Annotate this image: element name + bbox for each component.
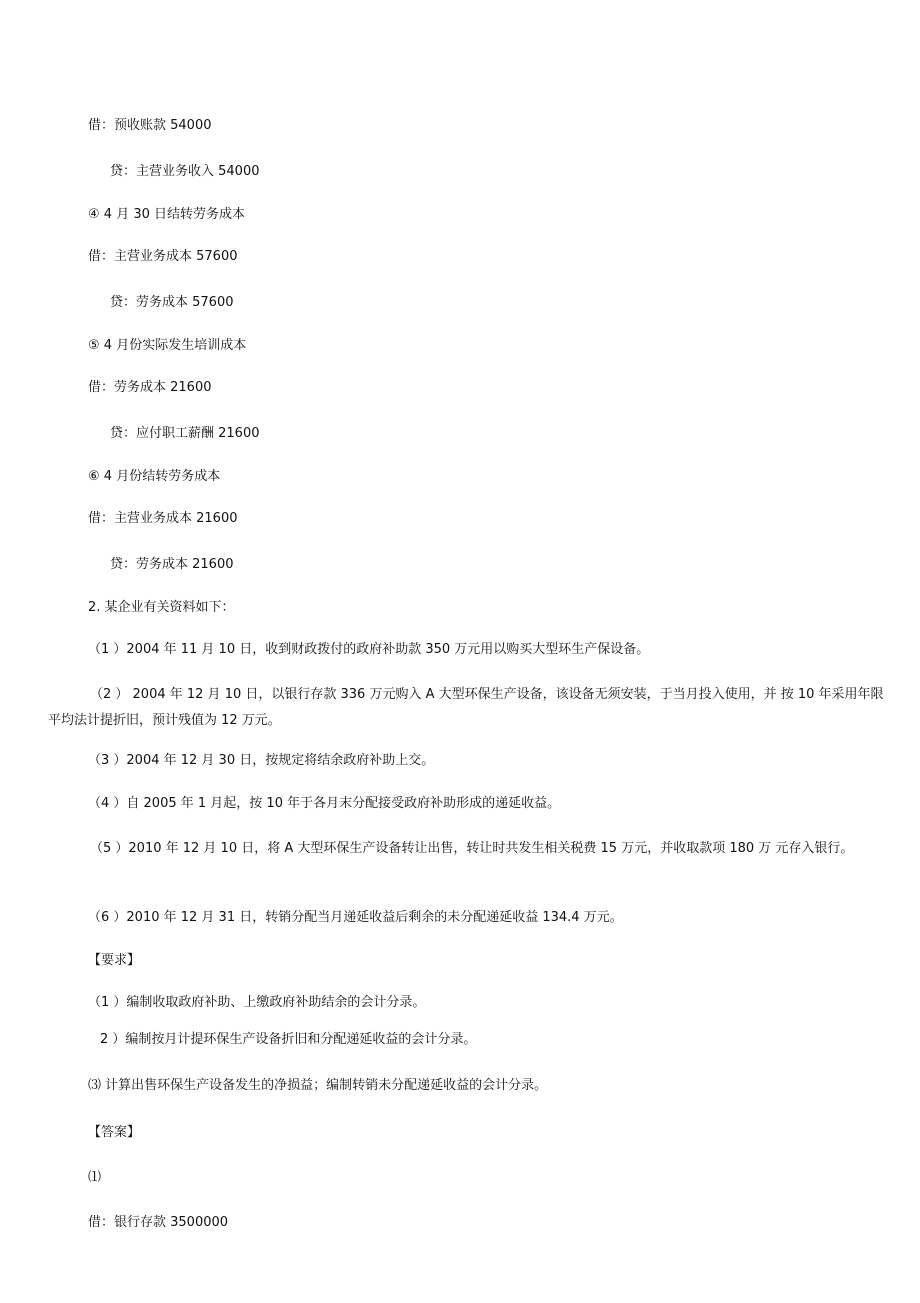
section-heading: 2. 某企业有关资料如下：: [88, 600, 235, 615]
text-line: （4 ）自 2005 年 1 月起，按 10 年于各月末分配接受政府补助形成的递延收益。: [88, 796, 561, 811]
text-line: ⑥ 4 月份结转劳务成本: [88, 469, 221, 484]
text-line: ⑴: [88, 1170, 102, 1185]
text-line: 贷：劳务成本 57600: [110, 295, 234, 310]
text-line: 贷：主营业务收入 54000: [110, 164, 260, 179]
text-line: 借：预收账款 54000: [88, 118, 212, 133]
text-line: 借：主营业务成本 21600: [88, 511, 238, 526]
text-line: （1 ）2004 年 11 月 10 日，收到财政拨付的政府补助款 350 万元用以购买大型环生产保设备。: [88, 642, 650, 657]
text-line: （1 ）编制收取政府补助、上缴政府补助结余的会计分录。: [88, 995, 426, 1010]
text-line: （3 ）2004 年 12 月 30 日，按规定将结余政府补助上交。: [88, 753, 435, 768]
text-line: 借：银行存款 3500000: [88, 1215, 229, 1230]
text-line: ⑤ 4 月份实际发生培训成本: [88, 338, 247, 353]
text-line: 贷：应付职工薪酬 21600: [110, 426, 260, 441]
requirements-heading: 【要求】: [88, 953, 141, 968]
text-line: 贷：劳务成本 21600: [110, 557, 234, 572]
answer-heading: 【答案】: [88, 1125, 141, 1140]
paragraph: （2 ） 2004 年 12 月 10 日，以银行存款 336 万元购入 A 大型环保生产设备，该设备无须安装，于当月投入使用，并 按 10 年采用年限平均法计提折旧，预计残值为 12 万元。: [48, 687, 884, 728]
text-line: 2 ）编制按月计提环保生产设备折旧和分配递延收益的会计分录。: [100, 1032, 477, 1047]
text-line: 借：劳务成本 21600: [88, 380, 212, 395]
text-line: 借：主营业务成本 57600: [88, 249, 238, 264]
text-line: ④ 4 月 30 日结转劳务成本: [88, 207, 245, 222]
text-line: ⑶ 计算出售环保生产设备发生的净损益；编制转销未分配递延收益的会计分录。: [88, 1078, 548, 1093]
paragraph: （5 ）2010 年 12 月 10 日，将 A 大型环保生产设备转让出售，转让时共发生相关税费 15 万元，并收取款项 180 万 元存入银行。: [90, 841, 854, 856]
text-line: （6 ）2010 年 12 月 31 日，转销分配当月递延收益后剩余的未分配递延收益 134.4 万元。: [88, 910, 623, 925]
